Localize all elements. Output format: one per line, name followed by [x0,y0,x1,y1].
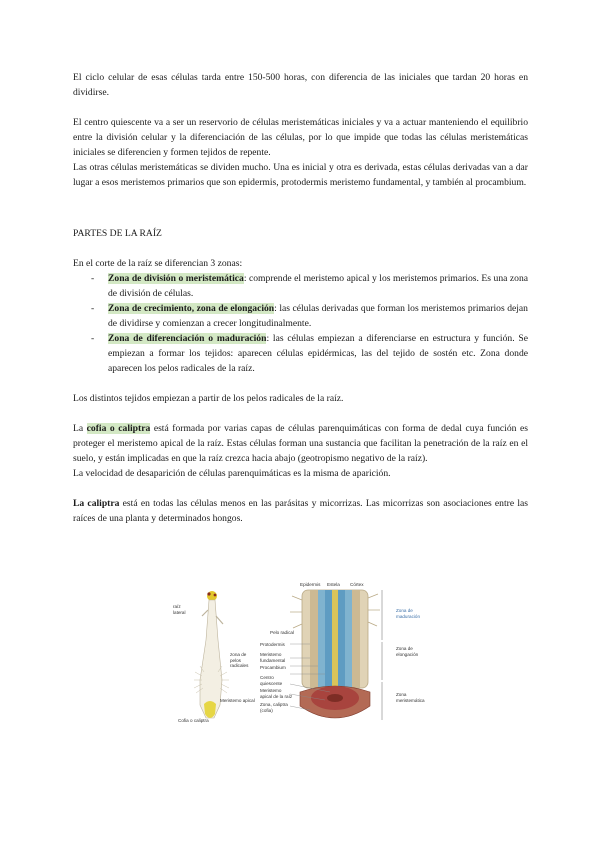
label-procambium: Procambium [260,665,286,670]
main-root [200,600,222,718]
zone-term: Zona de crecimiento, zona de elongación [108,303,275,314]
caliptra-term: La caliptra [73,498,120,509]
paragraph-tejidos: Los distintos tejidos empiezan a partir de los pelos radicales de la raíz. [73,393,344,404]
label-protodermis: Protodermis [260,642,285,647]
label-meristemo-fundamental: Meristemo fundamental [260,652,286,663]
paragraph-ciclo: El ciclo celular de esas células tarda entre 150-500 horas, con diferencia de las iniciales que tardan 20 horas en dividirse. [73,72,528,98]
label-epidermis: Epidermis [300,582,321,587]
paragraph-otras-celulas: Las otras células meristemáticas se dividen mucho. Una es inicial y otra es derivada, estas células derivadas van a dar lugar a esos meristemos primarios que son epidermis, protodermis meristemo fundamental, y también al procambium. [73,162,528,188]
zone-term: Zona de diferenciación o maduración [108,333,267,344]
label-meristemo-apical: Meristemo apical [220,698,255,703]
zone-item [73,271,528,301]
document-body [73,70,528,526]
label-cortex: Córtex [350,582,364,587]
label-zona-maduracion: Zona de maduración [396,608,421,619]
label-pelo-radical: Pelo radical [270,630,295,635]
cofia-term: cofia o caliptra [86,423,151,434]
paragraph-velocidad: La velocidad de desaparición de células parenquimáticas es la misma de aparición. [73,468,391,479]
root-figure [160,580,460,730]
label-estela: Estela [327,582,340,587]
label-centro-quiescente: Centro quiescente [260,675,283,686]
label-cofia-caliptra: Cofia o caliptra [178,718,209,723]
zone-term: Zona de división o meristemática [108,273,244,284]
zones-list [73,271,528,376]
label-zona-elongacion: Zona de elongación [396,646,419,657]
zone-text: : las células derivadas que forman los meristemos primarios dejan de dividirse y comienzan a crecer longitudinalmente. [108,303,528,329]
zones-intro: En el corte de la raíz se diferencian 3 zonas: [73,258,243,269]
zone-text: : las células empiezan a diferenciarse en estructura y función. Se empiezan a formar los tejidos: aparecen células epidérmicas, las del tejido de sostén etc. Zona donde aparecen los pelos radicales de la raíz. [108,333,528,374]
label-meristemo-apical-raiz: Meristemo apical de la raíz [260,688,293,699]
section-title: PARTES DE LA RAÍZ [73,228,162,239]
label-raiz-lateral: raíz lateral [173,604,186,615]
zone-item [73,331,528,376]
root-section-diagram [290,590,382,720]
paragraph-centro-quiescente: El centro quiescente va a ser un reservorio de células meristemáticas iniciales y va a actuar manteniendo el equilibrio entre la división celular y la diferenciación de las células, por lo que impide que todas las células meristemáticas iniciales se diferencien y formen tejidos de repente. [73,117,528,158]
paragraph-caliptra: La caliptra está en todas las células menos en las parásitas y micorrizas. Las micorrizas son asociaciones entre las raíces de una planta y determinados hongos. [73,498,528,524]
zone-text: : comprende el meristemo apical y los meristemos primarios. Es una zona de división de células. [108,273,529,299]
label-zona-pelos: zona de pelos radicales [230,652,249,668]
label-zona-caliptra: Zona, caliptra (cofia) [260,702,288,713]
zone-item [73,301,528,331]
label-zona-meristematica: Zona meristemática [396,692,425,703]
paragraph-cofia: La cofia o caliptra está formada por varias capas de células parenquimáticas con forma de dedal cuya función es proteger el meristemo apical de la raíz. Estas células forman una sustancia que facilitan la penetración de la raíz en el suelo, y están implicadas en que la raíz crezca hacia abajo (geotropismo negativo de la raíz). [73,423,528,464]
